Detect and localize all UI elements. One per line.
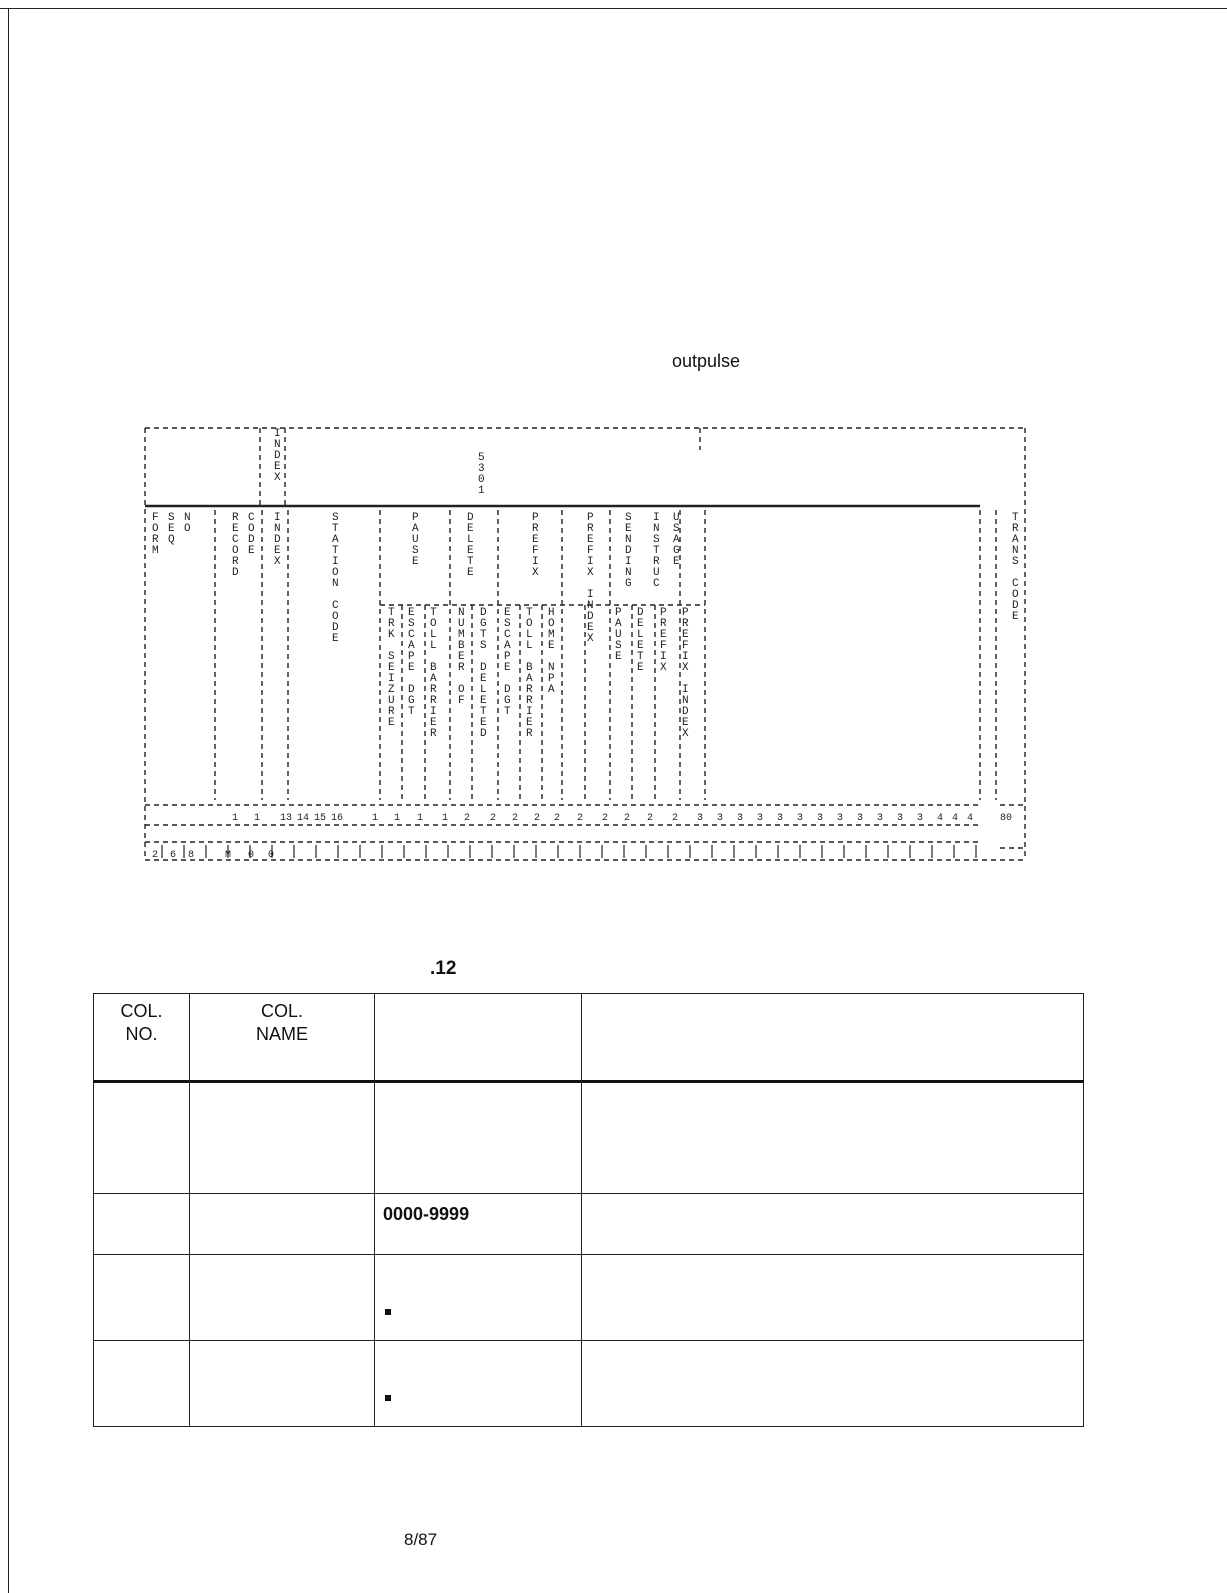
column-number: 4 xyxy=(967,813,974,824)
column-number: 80 xyxy=(1000,813,1013,824)
column-number: 1 xyxy=(417,813,424,824)
col-no-header-text: COL. NO. xyxy=(120,1001,163,1044)
column-number: 3 xyxy=(897,813,904,824)
column-number: 15 xyxy=(314,813,327,824)
column-number: 2 xyxy=(554,813,561,824)
field-instruc: I N S T R U C xyxy=(653,512,660,590)
column-number: 3 xyxy=(837,813,844,824)
column-number: 3 xyxy=(717,813,724,824)
column-number: 1 xyxy=(254,813,261,824)
field-station-code: S T A T I O N C O D E xyxy=(332,512,339,645)
column-number: 2 xyxy=(534,813,541,824)
field-prefix-index: P R E F I X I N D E X xyxy=(587,512,594,645)
subfield-label: P R E F I X xyxy=(660,607,667,674)
subfield-label: T O L L B A R R I E R xyxy=(526,607,533,740)
record-format-form xyxy=(140,420,1040,880)
column-number: 3 xyxy=(917,813,924,824)
page-top-rule xyxy=(0,8,1227,9)
subfield-label: T R K S E I Z U R E xyxy=(388,607,395,729)
col-name-header-text: COL. NAME xyxy=(255,1001,308,1044)
footer-date: 8/87 xyxy=(404,1530,438,1549)
column-number: 3 xyxy=(817,813,824,824)
column-number: 1 xyxy=(372,813,379,824)
column-number: 4 xyxy=(952,813,959,824)
field-sending: S E N D I N G xyxy=(625,512,632,590)
subfield-label: T O L L B A R R I E R xyxy=(430,607,437,740)
table-row xyxy=(94,1194,1084,1255)
column-number: 2 xyxy=(624,813,631,824)
column-number: 14 xyxy=(297,813,310,824)
row-value xyxy=(375,1083,581,1093)
values-header xyxy=(375,994,582,1082)
column-number: 3 xyxy=(737,813,744,824)
figure-number: .12 xyxy=(430,958,457,979)
table-header-row xyxy=(94,994,1084,1082)
field-delete: D E L E T E xyxy=(467,512,474,579)
subfield-label: D E L E T E xyxy=(637,607,644,674)
column-number: 2 xyxy=(490,813,497,824)
field-prefix: P R E F I X xyxy=(532,512,539,579)
preprinted-value: 6 xyxy=(170,850,177,861)
field-record: R E C O R D xyxy=(232,512,239,579)
field-trans-code: T R A N S C O D E xyxy=(1012,512,1019,623)
subfield-label: P A U S E xyxy=(615,607,622,663)
preprinted-value: 8 xyxy=(188,850,195,861)
field-description-table xyxy=(93,993,1084,1427)
field-code: C O D E xyxy=(248,512,255,557)
column-number: 2 xyxy=(512,813,519,824)
column-number: 3 xyxy=(857,813,864,824)
page-left-rule xyxy=(8,8,9,1593)
row-value: 0000-9999 xyxy=(383,1204,470,1224)
preprinted-value: M xyxy=(225,850,232,861)
table-row xyxy=(94,1082,1084,1194)
bullet-mark xyxy=(385,1395,391,1401)
preprinted-value: 0 xyxy=(268,850,275,861)
field-form: F O R M xyxy=(152,512,159,557)
field-pause: P A U S E xyxy=(412,512,419,568)
subfield-label: E S C A P E D G T xyxy=(504,607,511,718)
col-name-header xyxy=(190,994,375,1082)
field-seq: S E Q xyxy=(168,512,175,546)
group-label-index: I N D E X xyxy=(274,428,281,484)
subfield-label: E S C A P E D G T xyxy=(408,607,415,718)
group-label-code: 5 3 0 1 xyxy=(478,452,485,497)
table-row xyxy=(94,1341,1084,1427)
field-no: N O xyxy=(184,512,191,535)
column-number: 2 xyxy=(647,813,654,824)
field-usage: U S A G E xyxy=(673,512,680,568)
field-index: I N D E X xyxy=(274,512,281,568)
col-no-header xyxy=(94,994,190,1082)
subfield-label: H O M E N P A xyxy=(548,607,555,696)
bullet-mark xyxy=(385,1309,391,1315)
column-number: 3 xyxy=(777,813,784,824)
column-number: 3 xyxy=(697,813,704,824)
preprinted-value: 0 xyxy=(248,850,255,861)
column-number: 4 xyxy=(937,813,944,824)
column-number: 2 xyxy=(464,813,471,824)
column-number: 16 xyxy=(331,813,344,824)
column-number: 3 xyxy=(877,813,884,824)
table-row xyxy=(94,1255,1084,1341)
subfield-label: D G T S D E L E T E D xyxy=(480,607,487,740)
column-number: 3 xyxy=(797,813,804,824)
subfield-label: P R E F I X I N D E X xyxy=(682,607,689,740)
column-number: 2 xyxy=(577,813,584,824)
column-number: 2 xyxy=(672,813,679,824)
section-heading: outpulse xyxy=(672,351,741,371)
column-number: 2 xyxy=(602,813,609,824)
column-number: 1 xyxy=(394,813,401,824)
column-number: 1 xyxy=(232,813,239,824)
preprinted-value: 2 xyxy=(152,850,159,861)
description-header xyxy=(582,994,1084,1082)
column-number: 13 xyxy=(280,813,293,824)
column-number: 1 xyxy=(442,813,449,824)
subfield-label: N U M B E R O F xyxy=(458,607,465,707)
column-number: 3 xyxy=(757,813,764,824)
